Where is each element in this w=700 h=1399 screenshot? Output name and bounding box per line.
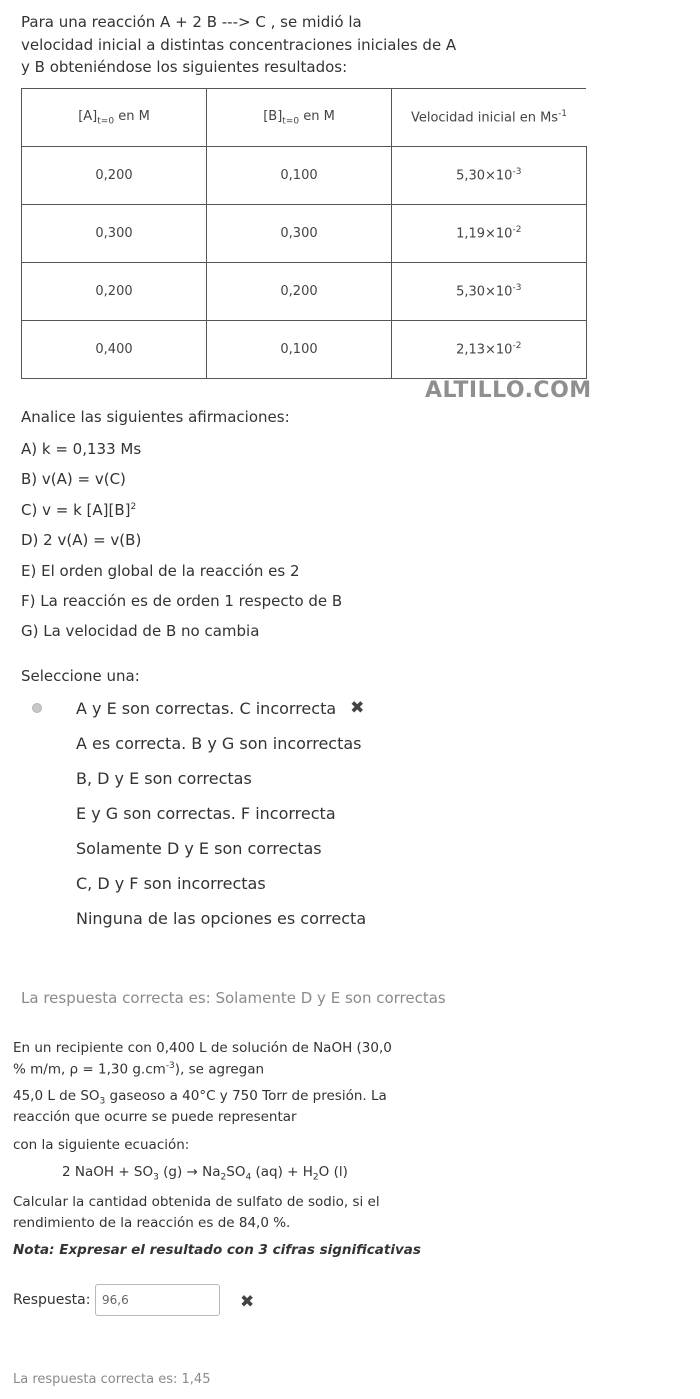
q2-note: Nota: Expresar el resultado con 3 cifras significativas: [13, 1242, 421, 1258]
radio[interactable]: [32, 843, 42, 853]
wrong-icon: ✖: [350, 698, 365, 718]
option-5[interactable]: [30, 834, 450, 862]
radio[interactable]: [32, 878, 42, 888]
statement-g: G) La velocidad de B no cambia: [21, 622, 260, 640]
cell-b: 0,100: [207, 321, 392, 379]
select-label: Seleccione una:: [21, 667, 140, 685]
option-1[interactable]: [30, 694, 450, 722]
option-6[interactable]: [30, 869, 450, 897]
option-label: Ninguna de las opciones es correcta: [76, 908, 367, 928]
header-a: $[A]_{t=0}$ en M: [22, 89, 207, 147]
option-2[interactable]: [30, 729, 450, 757]
statement-f: F) La reacción es de orden 1 respecto de B: [21, 592, 343, 610]
statement-d: D) 2 v(A) = v(B): [21, 531, 142, 549]
answer-label: Respuesta:: [13, 1292, 91, 1308]
cell-velocity: $5,30\times 10^{-3}$: [392, 263, 587, 321]
cell-b: 0,100: [207, 147, 392, 205]
table-row: [22, 321, 587, 379]
q2-line: reacción que ocurre se puede representar: [13, 1109, 297, 1125]
table-header-row: [22, 89, 587, 147]
cell-velocity: $2,13\times 10^{-2}$: [392, 321, 587, 379]
q2-line: % m/m, ρ = 1,30 $g.cm^{-3}$), se agregan: [13, 1061, 265, 1078]
radio[interactable]: [32, 738, 42, 748]
intro-line: y B obteniéndose los siguientes resultados:: [21, 58, 348, 76]
header-velocity: Velocidad inicial en $Ms^{-1}$: [392, 89, 587, 147]
statement-a: A) k = 0,133 Ms: [21, 440, 142, 458]
option-3[interactable]: [30, 764, 450, 792]
option-label: C, D y F son incorrectas: [76, 873, 266, 893]
chemical-equation: 2 NaOH + $SO_3$ $(g) \to Na_2SO_4$ $(aq) + H_2O$ (l): [62, 1164, 348, 1183]
option-label: Solamente D y E son correctas: [76, 838, 322, 858]
cell-a: 0,200: [22, 263, 207, 321]
statements-prompt: Analice las siguientes afirmaciones:: [21, 408, 290, 426]
option-4[interactable]: [30, 799, 450, 827]
q2-line: con la siguiente ecuación:: [13, 1137, 190, 1153]
question-intro: [21, 11, 461, 79]
option-label: A y E son correctas. C incorrecta: [76, 698, 337, 718]
statement-e: E) El orden global de la reacción es 2: [21, 562, 300, 580]
cell-a: 0,200: [22, 147, 207, 205]
watermark: ALTILLO.COM: [425, 378, 592, 403]
radio-selected[interactable]: [32, 703, 42, 713]
cell-b: 0,200: [207, 263, 392, 321]
table-row: [22, 205, 587, 263]
q2-line: En un recipiente con 0,400 L de solución de NaOH (30,0: [13, 1040, 392, 1056]
table-row: [22, 263, 587, 321]
intro-line: velocidad inicial a distintas concentraciones iniciales de A: [21, 35, 457, 54]
option-label: B, D y E son correctas: [76, 768, 252, 788]
cell-velocity: $5,30\times 10^{-3}$: [392, 147, 587, 205]
radio[interactable]: [32, 913, 42, 923]
answer-input[interactable]: [95, 1284, 220, 1316]
statement-b: B) v(A) = v(C): [21, 470, 126, 488]
radio[interactable]: [32, 808, 42, 818]
intro-line: Para una reacción A + 2 B ---> C , se midió la: [21, 13, 362, 31]
cell-velocity: $1,19\times 10^{-2}$: [392, 205, 587, 263]
option-label: A es correcta. B y G son incorrectas: [76, 733, 362, 753]
radio[interactable]: [32, 773, 42, 783]
cell-b: 0,300: [207, 205, 392, 263]
table-row: [22, 147, 587, 205]
option-label: E y G son correctas. F incorrecta: [76, 803, 336, 823]
statement-c: C) v = k $[A][B]^2$: [21, 501, 137, 519]
q2-line: rendimiento de la reacción es de 84,0 %.: [13, 1215, 291, 1231]
q2-line: Calcular la cantidad obtenida de sulfato de sodio, si el: [13, 1194, 380, 1210]
correct-answer-feedback: La respuesta correcta es: Solamente D y E son correctas: [21, 989, 446, 1007]
rates-table: [21, 88, 587, 379]
header-b: $[B]_{t=0}$ en M: [207, 89, 392, 147]
wrong-icon: ✖: [240, 1292, 255, 1312]
q2-line: 45,0 L de $SO_3$ gaseoso a 40°C y 750 Torr de presión. La: [13, 1088, 387, 1107]
option-7[interactable]: [30, 904, 450, 932]
correct-answer-feedback: La respuesta correcta es: 1,45: [13, 1372, 211, 1387]
cell-a: 0,400: [22, 321, 207, 379]
cell-a: 0,300: [22, 205, 207, 263]
